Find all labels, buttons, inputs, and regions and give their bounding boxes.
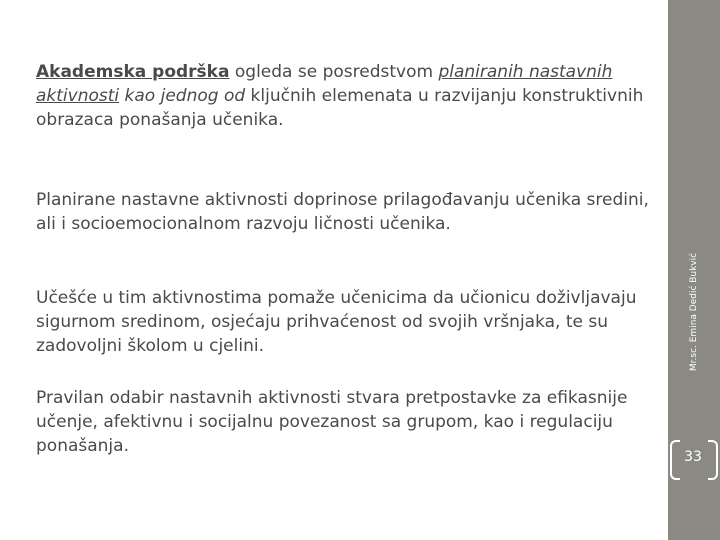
paragraph1-italic: kao jednog od [119,86,246,106]
paragraph-participation: Učešće u tim aktivnostima pomaže učenicima da učionicu doživljavaju sigurnom sredinom, osjećaju prihvaćenost od svojih vršnjaka, te su zadovoljni školom u cjelini. [36,288,637,356]
paragraph1-text-b: ključnih elemenata u razvijanju konstruktivnih obrazaca ponašanja učenika. [36,86,644,130]
paragraph-planned-activities: Planirane nastavne aktivnosti doprinose prilagođavanju učenika sredini, ali i socioemocionalnom razvoju ličnosti učenika. [36,190,649,234]
author-label: Mr.sc. Emina Dedić Bukvić [689,252,699,372]
planned-activities-term: planiranih nastavnih aktivnosti [36,62,613,106]
paragraph1-text-a: ogleda se posredstvom [229,62,439,82]
page-number: 33 [684,449,702,465]
paragraph-academic-support [36,60,661,132]
page-number-box [668,440,718,478]
academic-support-term: Akademska podrška [36,62,230,82]
paragraph-proper-selection: Pravilan odabir nastavnih aktivnosti stvara pretpostavke za efikasnije učenje, afektivnu i socijalnu povezanost sa grupom, kao i regulaciju ponašanja. [36,388,628,456]
